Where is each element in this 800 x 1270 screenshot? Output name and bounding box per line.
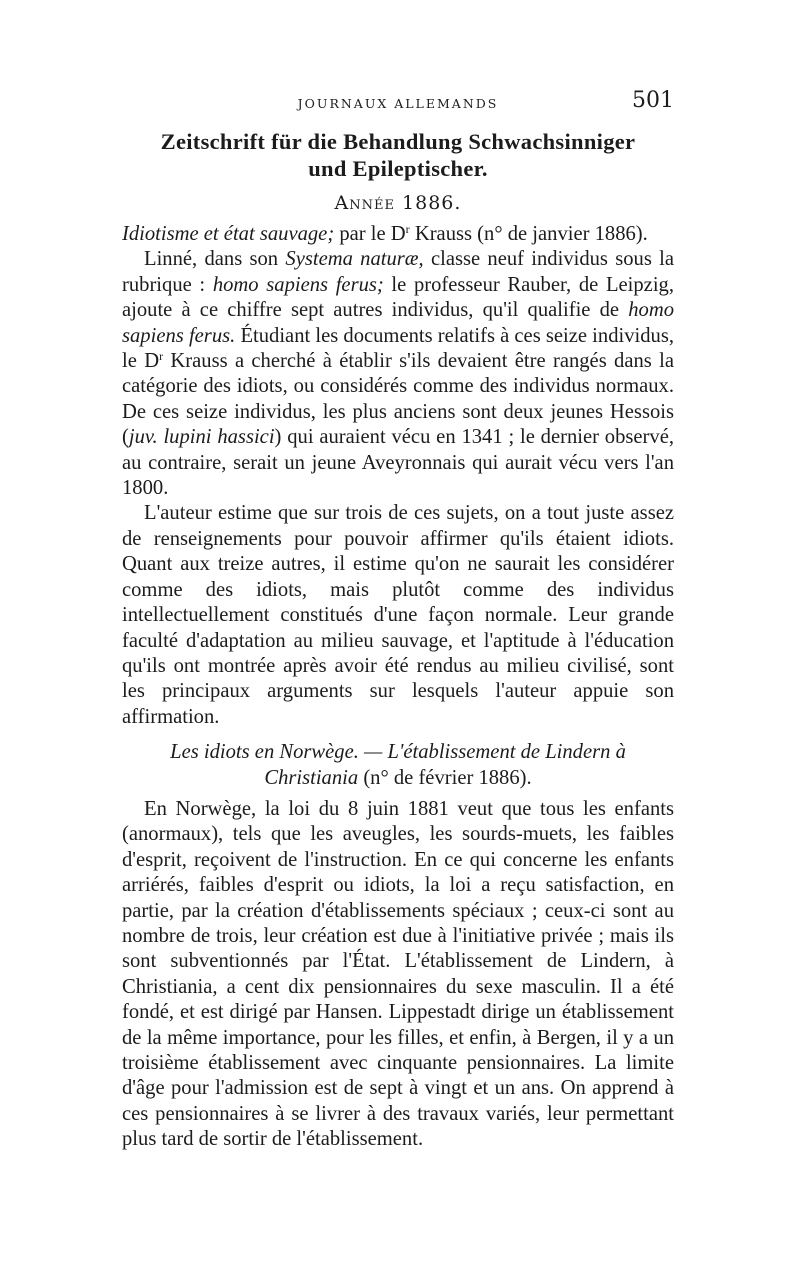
year-value: 1886. <box>402 192 462 214</box>
superscript: r <box>159 349 164 364</box>
italic-run: Systema naturæ, <box>285 248 424 271</box>
journal-title-line-1: Zeitschrift für die Behandlung Schwachsinniger <box>160 129 636 154</box>
italic-run: homo sapiens ferus. <box>122 299 674 347</box>
journal-title <box>122 128 674 182</box>
year-heading <box>122 192 674 214</box>
text-run: classe neuf individus sous la rubrique : <box>122 248 674 296</box>
article-1-byline-sup: r <box>405 222 410 236</box>
italic-run: homo sapiens ferus; <box>212 273 384 296</box>
article-2-paragraph-1: En Norwège, la loi du 8 juin 1881 veut que tous les enfants (anormaux), tels que les aveugles, les sourds-muets, les faibles d'esprit, reçoivent de l'instruction. En ce qui concerne les enfants arriérés, faibles d'esprit ou idiots, la loi a reçu satisfaction, en partie, par la création d'établissements spéciaux ; ceux-ci sont au nombre de trois, leur création est due à l'initiative privée ; mais ils sont subventionnés par l'État. L'établissement de Lindern, à Christiania, a cent dix pensionnaires du sexe masculin. Il a été fondé, et est dirigé par Hansen. Lippestadt dirige un établissement de la même importance, pour les filles, et enfin, à Bergen, il y a un troisième établissement avec cinquante pensionnaires. La limite d'âge pour l'admission est de sept à vingt et un ans. On apprend à ces pensionnaires à se livrer à des travaux variés, leur permettant plus tard de sortir de l'établissement. <box>122 797 674 1151</box>
book-page <box>122 88 674 1153</box>
article-1-paragraph-1 <box>122 247 674 501</box>
article-1-byline-a: par le D <box>334 223 406 245</box>
running-title: JOURNAUX ALLEMANDS <box>297 96 499 111</box>
journal-title-line-2: und Epileptischer. <box>308 156 488 181</box>
article-2-heading <box>122 740 674 791</box>
italic-run: juv. lupini hassici <box>128 426 275 449</box>
text-run: Linné, dans son <box>144 248 286 271</box>
article-1-paragraph-2: L'auteur estime que sur trois de ces sujets, on a tout juste assez de renseignements pour pouvoir affirmer qu'ils étaient idiots. Quant aux treize autres, il estime qu'on ne saurait les considérer comme des idiots, mais plutôt comme des individus intellectuellement constitués d'une façon normale. Leur grande faculté d'adaptation au milieu sauvage, et l'aptitude à l'éducation qu'ils ont montrée après avoir été rendus au milieu civilisé, sont les principaux arguments sur lesquels l'auteur appuie son affirmation. <box>122 502 674 728</box>
article-1-title: Idiotisme et état sauvage; <box>122 223 335 245</box>
year-prefix: Année <box>334 192 395 214</box>
text-run: le professeur Rauber, de Leipzig, ajoute à ce chiffre sept autres individus, qu'il qualifie de <box>122 273 674 322</box>
text-run: Étudiant les documents relatifs à ces seize individus, le D <box>122 324 674 373</box>
text-run: Krauss a cherché à établir s'ils devaient être rangés dans la catégorie des idiots, ou considérés comme des individus normaux. De ces seize individus, les plus anciens sont deux jeunes Hessois ( <box>122 350 674 449</box>
running-header <box>122 88 674 122</box>
text-run: ) qui auraient vécu en 1341 ; le dernier observé, au contraire, serait un jeune Aveyronnais qui aurait vécu vers l'an 1800. <box>122 426 674 500</box>
page-number: 501 <box>632 88 674 113</box>
article-1-heading <box>122 222 674 247</box>
article-2-title: Les idiots en Norwège. — L'établissement de Lindern à Christiania <box>170 741 626 789</box>
article-2-byline: (n° de février 1886). <box>358 766 532 789</box>
article-1-byline-b: Krauss (n° de janvier 1886). <box>409 223 648 245</box>
